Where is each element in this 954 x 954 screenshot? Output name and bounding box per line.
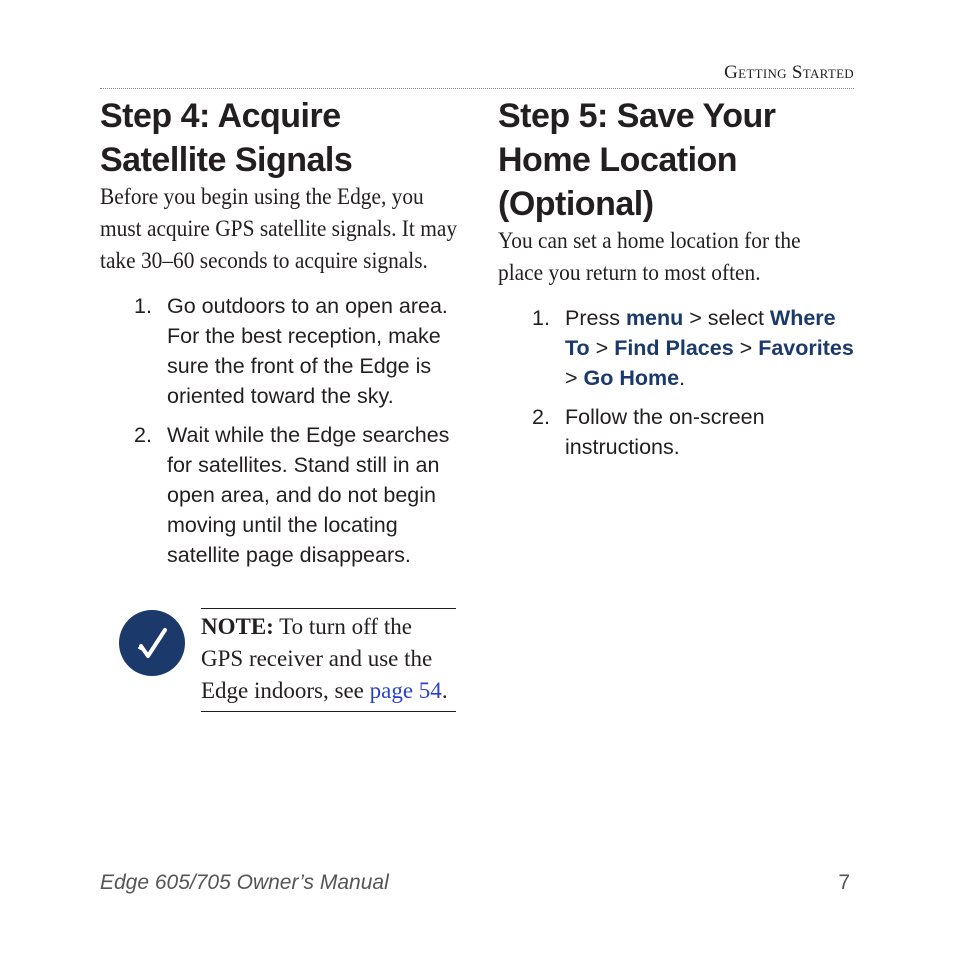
note-body: To turn off the GPS receiver and use the Edge indoors, see (201, 614, 433, 703)
step4-heading (100, 94, 458, 182)
step-text: > (589, 336, 615, 360)
step-text: Wait while the Edge searches for satellites. Stand still in an open area, and do not begin moving until the locating satellite page disappears. (167, 423, 450, 567)
step5-item-2 (498, 402, 860, 462)
step-text: Follow the on-screen instructions. (565, 405, 765, 459)
find-places-option: Find Places (614, 336, 734, 360)
note-end: . (441, 678, 448, 703)
favorites-option: Favorites (758, 336, 854, 360)
step5-intro: You can set a home location for the place you return to most often. (498, 228, 801, 285)
go-home-option: Go Home (583, 366, 680, 390)
step4-heading-line2: Satellite Signals (100, 141, 353, 179)
note-label: NOTE: (201, 614, 274, 639)
step4-heading-line1: Step 4: Acquire (100, 97, 341, 135)
step4-intro: Before you begin using the Edge, you must acquire GPS satellite signals. It may take 30–60 seconds to acquire signals. (100, 184, 458, 273)
step-number: 2. (532, 405, 550, 429)
step-number: 1. (532, 306, 550, 330)
step-number: 1. (134, 294, 152, 318)
where-to-option: Where To (565, 306, 836, 360)
step5-heading-line3: (Optional) (498, 185, 654, 223)
step5-item-1 (498, 303, 860, 393)
step-text: > (565, 366, 584, 390)
footer-page-number: 7 (838, 871, 850, 894)
step5-list (498, 303, 858, 462)
running-header (100, 60, 854, 89)
section-title: Getting Started (724, 62, 854, 83)
step-text: Press (565, 306, 626, 330)
step-number: 2. (134, 423, 152, 447)
step-text: . (679, 366, 686, 390)
step4-list (100, 291, 458, 570)
note-box (100, 608, 458, 712)
menu-key: menu (625, 306, 684, 330)
footer-manual-title: Edge 605/705 Owner’s Manual (100, 871, 389, 894)
checkmark-icon (119, 610, 185, 676)
note-text (201, 608, 456, 712)
step5-heading-line1: Step 5: Save Your (498, 97, 776, 135)
step-text: > (733, 336, 759, 360)
step-text: > select (683, 306, 770, 330)
step4-item-2 (100, 420, 467, 570)
page-54-link[interactable]: page 54 (369, 678, 442, 703)
step5-heading (498, 94, 858, 226)
right-column (498, 94, 858, 462)
step5-heading-line2: Home Location (498, 141, 738, 179)
step-text: Go outdoors to an open area. For the best reception, make sure the front of the Edge is oriented toward the sky. (167, 294, 448, 408)
step4-item-1 (100, 291, 467, 411)
left-column (100, 94, 458, 570)
